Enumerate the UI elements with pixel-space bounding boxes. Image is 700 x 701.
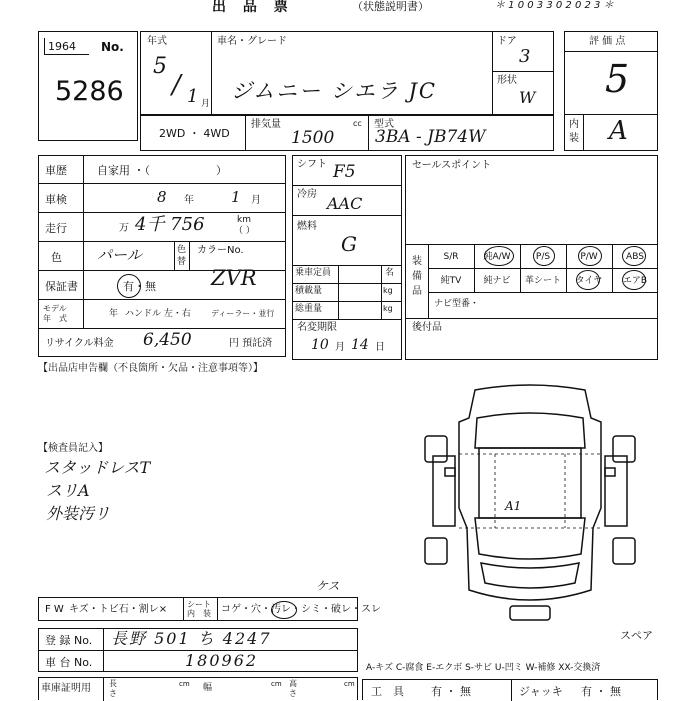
lot-year: 1964: [48, 40, 76, 53]
shift-label: シフト: [297, 159, 327, 170]
garage-height-unit: cm: [344, 680, 355, 688]
car-diagram: [405, 378, 655, 628]
score-label: 評 価 点: [589, 36, 626, 47]
sheet-subtitle: （状態説明書）: [352, 0, 429, 13]
score-box: [564, 31, 658, 151]
mileage-prefix: 万: [119, 223, 129, 234]
inspection-label: 車検: [45, 193, 67, 206]
inspection-month-suffix: 月: [251, 195, 261, 206]
tools-value: 有 ・ 無: [431, 685, 471, 698]
equip-airbag: エアB: [622, 276, 648, 286]
stain-circle: [271, 601, 297, 619]
vehicle-info-box: [140, 31, 554, 115]
airbag-circle: [622, 270, 646, 290]
capacity-unit: 名: [385, 268, 395, 278]
equip-tire: タイヤ: [575, 276, 603, 286]
doors-label: ドア: [497, 36, 517, 47]
recycle-suffix: 円 預託済: [229, 338, 273, 349]
inspector-line-2: スリA: [46, 481, 90, 500]
jack-value: 有 ・ 無: [581, 685, 621, 698]
interior-label: 内 装: [569, 119, 579, 144]
equip-tv: 純TV: [440, 276, 462, 286]
equip-power-window: P/W: [580, 252, 598, 262]
year-slash: /: [172, 70, 181, 100]
tire-circle: [576, 270, 600, 290]
power-steering-circle: [533, 246, 555, 266]
type-label: 型式: [374, 119, 394, 130]
load-label: 積載量: [295, 286, 323, 296]
fuel-label: 燃料: [297, 221, 317, 232]
equip-alloy-wheel: 純A/W: [483, 252, 511, 262]
equip-leather: 革シート: [524, 276, 561, 286]
tools-row: [362, 679, 658, 700]
mileage-value: 4千 756: [135, 214, 205, 235]
spec-box: [140, 115, 554, 151]
garage-width-unit: cm: [271, 680, 282, 688]
lot-no-label: No.: [101, 40, 124, 54]
garage-width-label: 幅: [203, 683, 213, 693]
fw-text-2: コゲ・穴・汚レ・シミ・破レ・スレ: [221, 604, 381, 615]
recycle-value: 6,450: [143, 330, 192, 350]
name-change-day-suffix: 日: [375, 342, 385, 353]
jack-label: ジャッキ: [519, 685, 563, 698]
registration-label: 登 録 No.: [45, 634, 93, 647]
registration-value: 長野 501 ち 4247: [111, 629, 272, 648]
handle-label: ハンドル 左・右: [125, 309, 191, 319]
score-value: 5: [605, 57, 630, 101]
mileage-label: 走行: [45, 222, 67, 235]
inspection-year: 8: [157, 188, 167, 206]
garage-length-label: 長 さ: [109, 679, 117, 698]
displacement-label: 排気量: [251, 119, 281, 130]
garage-label: 車庫証明用: [41, 683, 91, 694]
shift-value: F5: [333, 162, 356, 182]
warranty-label: 保証書: [45, 280, 78, 293]
recycle-label: リサイクル料金: [45, 338, 114, 349]
tools-label: 工 具: [371, 685, 404, 698]
sheet-title: 出 品 票: [212, 0, 294, 15]
garage-length-unit: cm: [179, 680, 190, 688]
name-change-month: 10: [311, 337, 329, 353]
mileage-paren: （ ）: [234, 226, 255, 236]
displacement-value: 1500: [291, 128, 335, 148]
weight-label: 総重量: [295, 304, 323, 314]
drive-label: 2WD ・ 4WD: [159, 127, 230, 140]
header: [0, 0, 700, 14]
warranty-value: 有・無: [123, 280, 156, 293]
garage-height-label: 高 さ: [289, 679, 297, 698]
shape-value: W: [519, 88, 536, 107]
serial-number: ＊ 1 0 0 3 3 0 2 0 2 3 ＊: [495, 0, 614, 11]
detail-table: [38, 155, 286, 357]
name-change-month-suffix: 月: [335, 342, 345, 353]
interior-value: A: [609, 116, 628, 146]
chassis-label: 車 台 No.: [45, 656, 93, 669]
sales-point-label: セールスポイント: [412, 160, 492, 171]
equip-abs: ABS: [626, 252, 644, 262]
fw-row: [38, 597, 381, 621]
model-value: ジムニー シエラ JC: [231, 79, 437, 103]
year-value: 5: [153, 54, 167, 79]
dealer-label: ディーラー・並行: [211, 309, 275, 318]
fuel-value: G: [341, 232, 357, 256]
nav-model-label: ナビ型番・: [434, 299, 480, 309]
sales-table: [405, 155, 658, 360]
equip-navi: 純ナビ: [483, 276, 511, 286]
color-value: パール: [97, 246, 142, 264]
equip-power-steering: P/S: [535, 252, 551, 262]
color-code-value: ZVR: [211, 266, 257, 290]
spare-label: スペア: [620, 629, 653, 642]
lot-box: [38, 31, 138, 141]
year-label: 年式: [147, 36, 167, 47]
fw-seat-label: シート 内 装: [187, 600, 211, 618]
power-window-circle: [578, 246, 602, 266]
aircon-value: AAC: [327, 194, 363, 213]
notes-label: 【出品店申告欄（不良箇所・欠品・注意事項等）】: [38, 363, 263, 374]
color-change-label: 色 替: [177, 245, 187, 267]
load-unit: kg: [383, 286, 393, 295]
inspector-line-1: スタッドレスT: [44, 458, 151, 477]
warranty-circle: [117, 274, 141, 298]
inspector-label: 【検査員記入】: [38, 443, 108, 454]
model-label: 車名・グレード: [217, 36, 287, 47]
color-code-label: カラーNo.: [197, 245, 244, 256]
fw-label: F W: [45, 604, 64, 615]
shape-label: 形状: [497, 75, 517, 86]
name-change-day: 14: [351, 337, 369, 353]
garage-row: [38, 677, 358, 700]
model-year-label: モデル 年 式: [43, 304, 67, 323]
doors-value: 3: [519, 46, 531, 67]
inspection-month: 1: [231, 188, 241, 206]
damage-mark: A1: [505, 499, 522, 513]
fw-text-1: キズ・トビ石・割レ×: [69, 604, 168, 615]
weight-unit: kg: [383, 304, 393, 313]
damage-legend: A-キズ C-腐食 E-エクボ S-サビ U-凹ミ W-補修 XX-交換済: [366, 663, 601, 673]
displacement-unit: cc: [353, 119, 362, 128]
aftermarket-label: 後付品: [412, 322, 442, 333]
aircon-label: 冷房: [297, 189, 317, 200]
month-suffix: 月: [201, 99, 211, 109]
reg-box: [38, 628, 358, 672]
inspection-year-suffix: 年: [184, 195, 194, 206]
equip-sunroof: S/R: [443, 252, 459, 262]
equipment-label: 装 備 品: [412, 256, 422, 297]
capacity-label: 乗車定員: [295, 268, 332, 278]
color-label: 色: [51, 251, 62, 264]
history-label: 車歴: [45, 164, 67, 177]
name-change-label: 名変期限: [297, 322, 337, 333]
fw-annotation: ケス: [316, 579, 340, 593]
month-value: 1: [187, 86, 199, 107]
chassis-value: 180962: [185, 651, 259, 670]
model-year-suffix: 年: [109, 309, 119, 319]
type-value: 3BA - JB74W: [375, 127, 486, 147]
lot-number: 5286: [55, 76, 124, 107]
mileage-unit: km: [237, 215, 251, 225]
abs-circle: [622, 246, 646, 266]
history-value: 自家用 ・（ ）: [97, 164, 227, 177]
inspector-line-3: 外装汚リ: [46, 504, 111, 523]
alloy-wheel-circle: [484, 246, 514, 266]
mechanical-table: [292, 155, 402, 360]
